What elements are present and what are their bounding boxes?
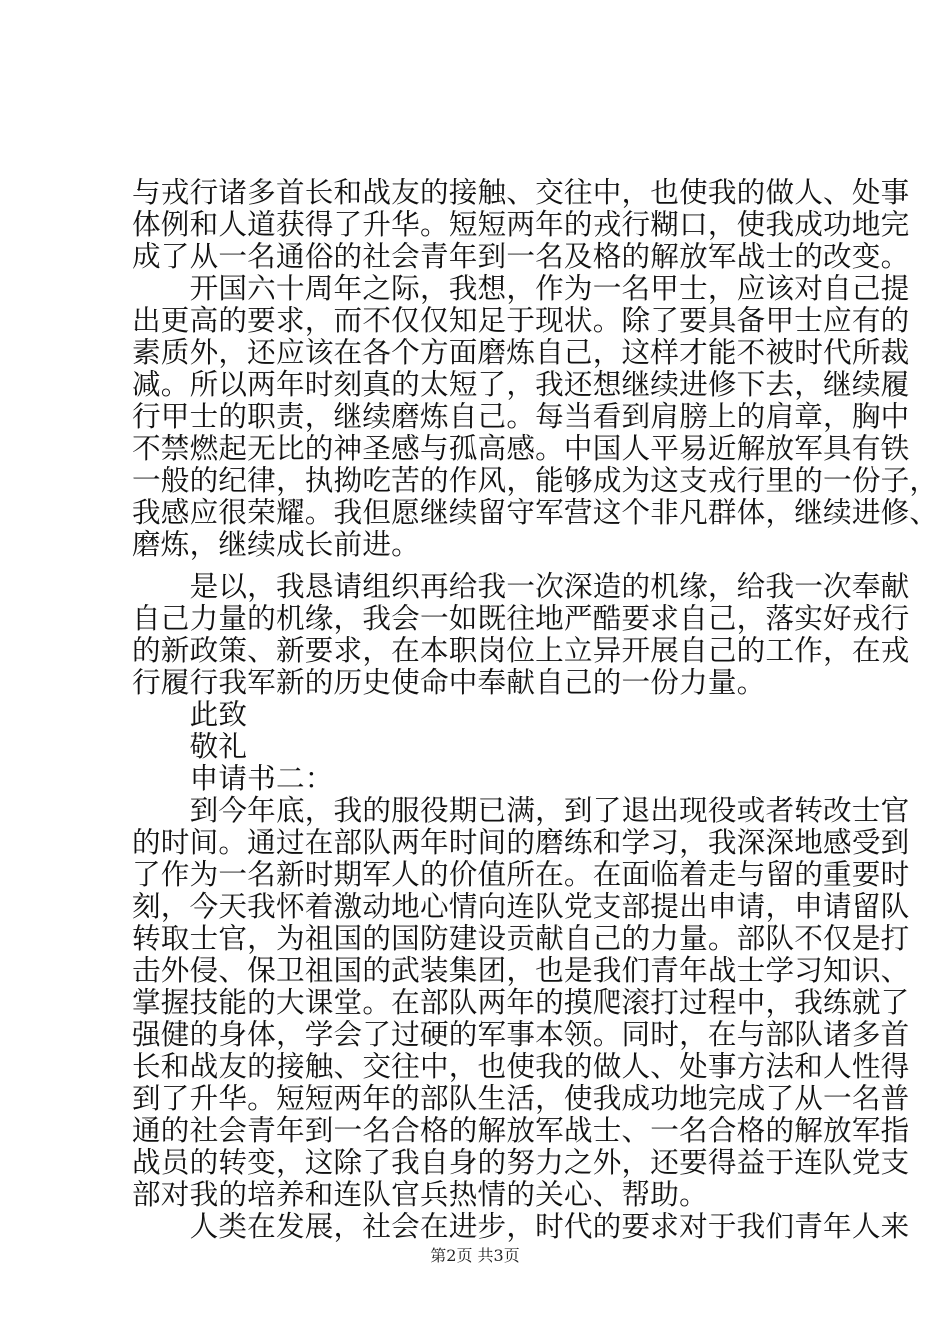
text-line: 素质外，还应该在各个方面磨炼自己，这样才能不被时代所裁 xyxy=(132,335,910,369)
text-line: 开国六十周年之际，我想，作为一名甲士，应该对自己提 xyxy=(132,271,910,305)
text-line: 战员的转变，这除了我自身的努力之外，还要得益于连队党支 xyxy=(132,1145,910,1179)
text-line: 磨炼，继续成长前进。 xyxy=(132,527,420,561)
section-heading: 申请书二： xyxy=(132,761,334,795)
text-line: 成了从一名通俗的社会青年到一名及格的解放军战士的改变。 xyxy=(132,239,910,273)
text-line: 击外侵、保卫祖国的武装集团，也是我们青年战士学习知识、 xyxy=(132,953,910,987)
text-line: 我感应很荣耀。我但愿继续留守军营这个非凡群体，继续进修、 xyxy=(132,495,939,529)
text-line: 减。所以两年时刻真的太短了，我还想继续进修下去，继续履 xyxy=(132,367,910,401)
text-line: 自己力量的机缘，我会一如既往地严酷要求自己，落实好戎行 xyxy=(132,601,910,635)
text-line: 体例和人道获得了升华。短短两年的戎行糊口，使我成功地完 xyxy=(132,207,910,241)
text-line: 此致 xyxy=(132,697,248,731)
text-line: 了作为一名新时期军人的价值所在。在面临着走与留的重要时 xyxy=(132,857,910,891)
text-line: 是以，我恳请组织再给我一次深造的机缘，给我一次奉献 xyxy=(132,569,910,603)
text-line: 到今年底，我的服役期已满，到了退出现役或者转改士官 xyxy=(132,793,910,827)
text-line: 不禁燃起无比的神圣感与孤高感。中国人平易近解放军具有铁 xyxy=(132,431,910,465)
text-line: 部对我的培养和连队官兵热情的关心、帮助。 xyxy=(132,1177,708,1211)
text-line: 掌握技能的大课堂。在部队两年的摸爬滚打过程中，我练就了 xyxy=(132,985,910,1019)
text-line: 强健的身体，学会了过硬的军事本领。同时，在与部队诸多首 xyxy=(132,1017,910,1051)
text-line: 转取士官，为祖国的国防建设贡献自己的力量。部队不仅是打 xyxy=(132,921,910,955)
text-line: 通的社会青年到一名合格的解放军战士、一名合格的解放军指 xyxy=(132,1113,910,1147)
page-number-footer: 第2页 共3页 xyxy=(430,1246,520,1265)
text-line: 行甲士的职责，继续磨炼自己。每当看到肩膀上的肩章，胸中 xyxy=(132,399,910,433)
text-line: 刻，今天我怀着激动地心情向连队党支部提出申请，申请留队 xyxy=(132,889,910,923)
text-line: 敬礼 xyxy=(132,729,248,763)
text-line: 的时间。通过在部队两年时间的磨练和学习，我深深地感受到 xyxy=(132,825,910,859)
text-line: 出更高的要求，而不仅仅知足于现状。除了要具备甲士应有的 xyxy=(132,303,910,337)
text-line: 行履行我军新的历史使命中奉献自己的一份力量。 xyxy=(132,665,766,699)
text-line: 到了升华。短短两年的部队生活，使我成功地完成了从一名普 xyxy=(132,1081,910,1115)
text-line: 长和战友的接触、交往中，也使我的做人、处事方法和人性得 xyxy=(132,1049,910,1083)
text-line: 的新政策、新要求，在本职岗位上立异开展自己的工作，在戎 xyxy=(132,633,910,667)
text-line: 一般的纪律，执拗吃苦的作风，能够成为这支戎行里的一份子， xyxy=(132,463,939,497)
text-line: 与戎行诸多首长和战友的接触、交往中，也使我的做人、处事 xyxy=(132,175,910,209)
text-line: 人类在发展，社会在进步，时代的要求对于我们青年人来 xyxy=(132,1209,910,1243)
